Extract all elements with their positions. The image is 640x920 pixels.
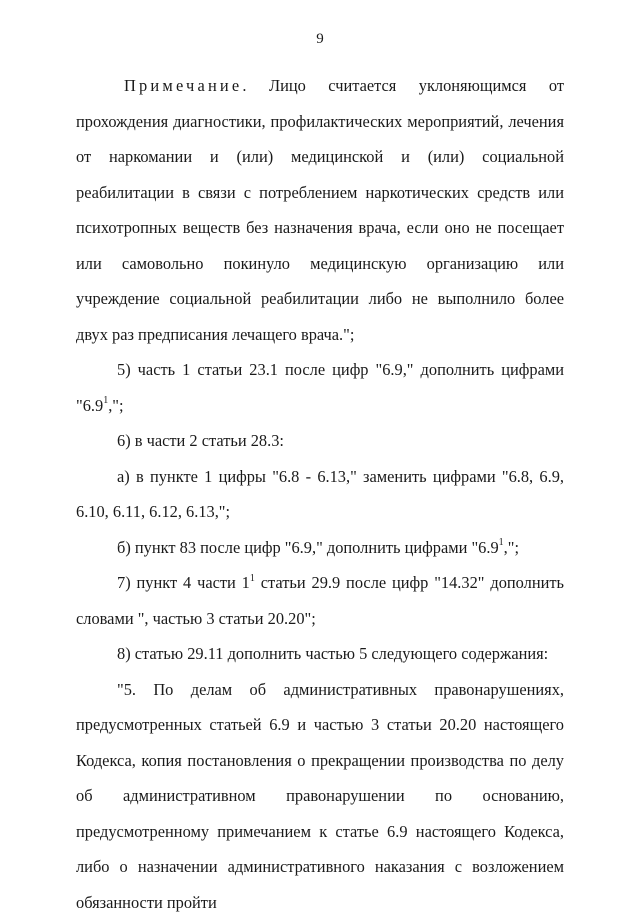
item-6a: а) в пункте 1 цифры "6.8 - 6.13," заменить цифрами "6.8, 6.9, 6.10, 6.11, 6.12, 6.13,"; xyxy=(76,459,564,530)
item-7-start: 7) пункт 4 части 1 xyxy=(117,573,250,592)
item-6b-text: б) пункт 83 после цифр "6.9," дополнить цифрами "6.9 xyxy=(117,538,499,557)
item-6b-superscript: 1 xyxy=(499,537,504,548)
item-6b xyxy=(76,530,564,566)
item-8: 8) статью 29.11 дополнить частью 5 следующего содержания: xyxy=(76,636,564,672)
page-number: 9 xyxy=(0,31,640,48)
item-6: 6) в части 2 статьи 28.3: xyxy=(76,423,564,459)
item-7-superscript: 1 xyxy=(250,573,255,584)
quoted-part-5: "5. По делам об административных правонарушениях, предусмотренных статьей 6.9 и частью 3 статьи 20.20 настоящего Кодекса, копия постановления о прекращении производства по делу об административном правонарушении по основанию, предусмотренному примечанием к статье 6.9 настоящего Кодекса, либо о назначении административного наказания с возложением обязанности пройти xyxy=(76,672,564,920)
note-text: Лицо считается уклоняющимся от прохождения диагностики, профилактических мероприятий, лечения от наркомании и (или) медицинской и (или) социальной реабилитации в связи с потреблением наркотических средств или психотропных веществ без назначения врача, если оно не посещает или самовольно покинуло медицинскую организацию или учреждение социальной реабилитации либо не выполнило более двух раз предписания лечащего врача."; xyxy=(76,76,564,344)
item-5-end: ,"; xyxy=(108,396,123,415)
item-5-superscript: 1 xyxy=(103,395,108,406)
item-7-end: статьи 29.9 после цифр "14.32" дополнить словами ", частью 3 статьи 20.20"; xyxy=(76,573,564,628)
item-7 xyxy=(76,565,564,636)
item-5-text: 5) часть 1 статьи 23.1 после цифр "6.9," дополнить цифрами "6.9 xyxy=(76,360,564,415)
note-label: Примечание xyxy=(124,76,242,95)
item-6b-end: ,"; xyxy=(504,538,519,557)
item-5 xyxy=(76,352,564,423)
note-label-suffix: . xyxy=(242,76,246,95)
document-body xyxy=(76,68,564,920)
note-paragraph xyxy=(76,68,564,352)
